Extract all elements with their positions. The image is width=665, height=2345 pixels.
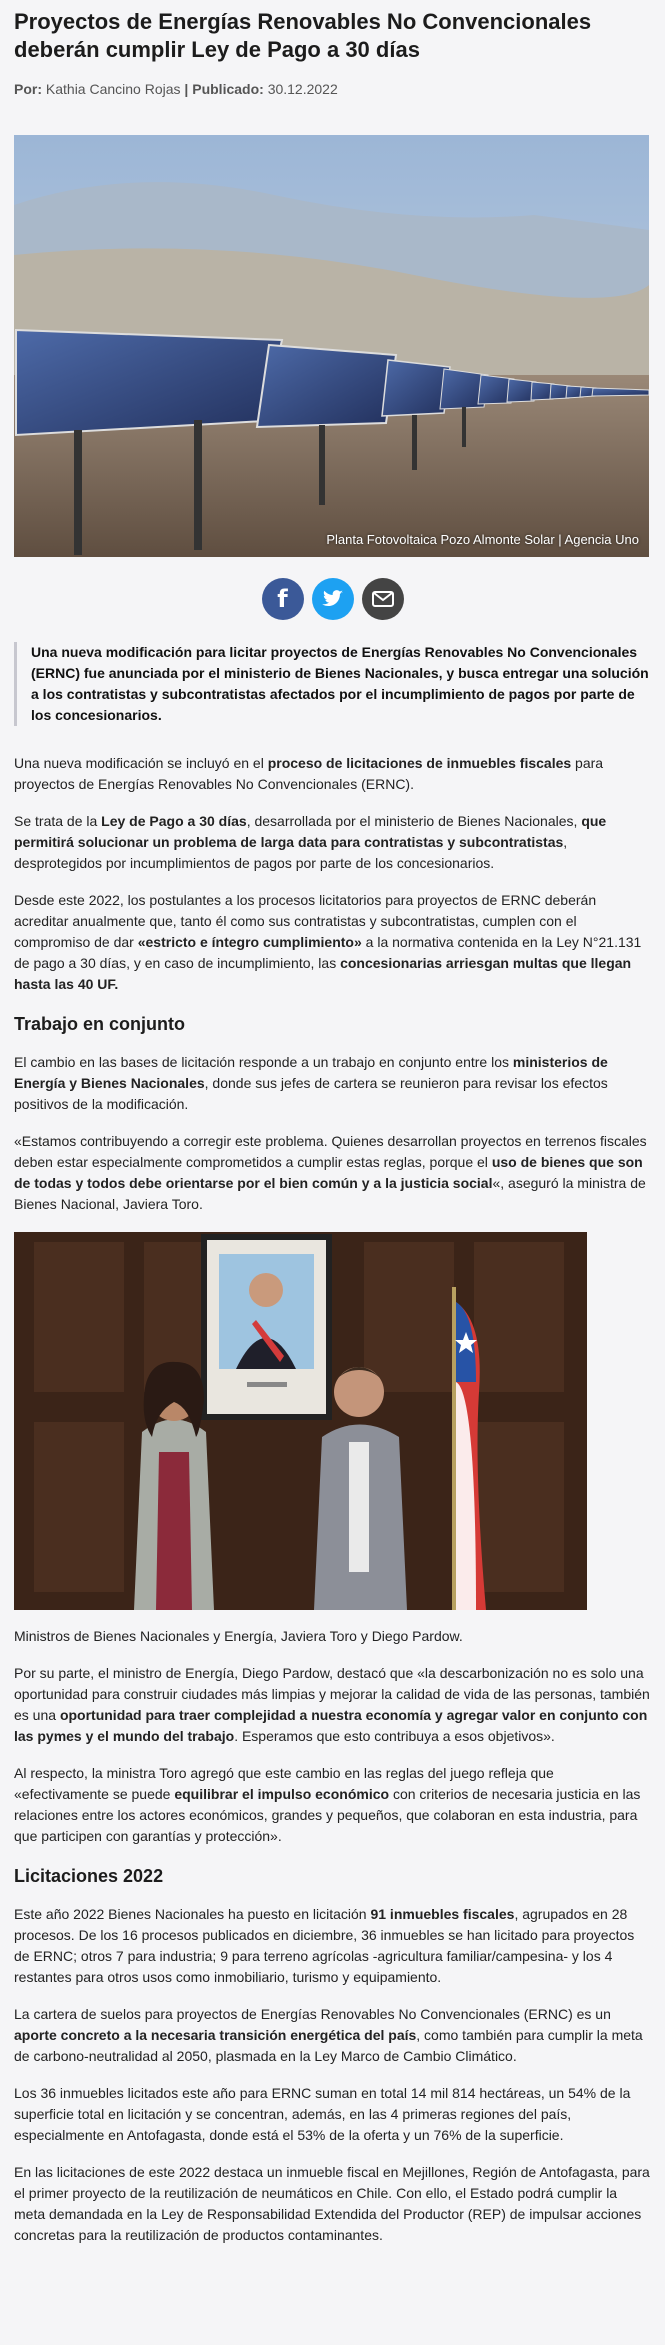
paragraph: Desde este 2022, los postulantes a los procesos licitatorios para proyectos de ERNC deberán acreditar anualmente que, tanto él como sus contratistas y subcontratistas, cumplen con el compromiso de dar «estricto e íntegro cumplimiento» a la normativa contenida en la Ley N°21.131 de pago a 30 días, y en caso de incumplimiento, las concesionarias arriesgan multas que llegan hasta las 40 UF. <box>14 892 642 992</box>
page-title: Proyectos de Energías Renovables No Convencionales deberán cumplir Ley de Pago a 30 días <box>14 9 592 62</box>
paragraph: Los 36 inmuebles licitados este año para ERNC suman en total 14 mil 814 hectáreas, un 54% de la superficie total en licitación y se concentran, además, en las 4 primeras regiones del país, especialmente en Antofagasta, donde está el 53% de la oferta y un 76% de la superficie. <box>14 2085 631 2143</box>
hero-image <box>14 135 649 557</box>
author[interactable]: Kathia Cancino Rojas <box>45 81 181 97</box>
paragraph: Al respecto, la ministra Toro agregó que este cambio en las reglas del juego refleja que «efectivamente se puede equilibrar el impulso económico con criterios de necesaria justicia en las relaciones entre los actores económicos, grandes y pequeños, que colaboran en esta industria, para que participen con garantías y protección». <box>14 1765 641 1844</box>
facebook-icon: f <box>277 585 288 613</box>
section-heading: Trabajo en conjunto <box>14 1014 186 1034</box>
twitter-share-button[interactable] <box>312 578 354 620</box>
paragraph: Por su parte, el ministro de Energía, Diego Pardow, destacó que «la descarbonización no es solo una oportunidad para construir ciudades más limpias y mejorar la calidad de vida de las personas, también es una oportunidad para traer complejidad a nuestra economía y agregar valor en conjunto con las pymes y el mundo del trabajo. Esperamos que esto contribuya a esos objetivos». <box>14 1665 650 1744</box>
facebook-share-button[interactable] <box>262 578 304 620</box>
by-label: Por: <box>14 81 42 97</box>
ministers-photo <box>14 1232 587 1610</box>
paragraph: Se trata de la Ley de Pago a 30 días, desarrollada por el ministerio de Bienes Nacionales, que permitirá solucionar un problema de larga data para contratistas y subcontratistas, desprotegidos por incumplimientos de pagos por parte de los concesionarios. <box>14 813 607 871</box>
email-icon <box>372 591 394 607</box>
byline-separator: | <box>184 81 189 97</box>
paragraph: El cambio en las bases de licitación responde a un trabajo en conjunto entre los ministerios de Energía y Bienes Nacionales, donde sus jefes de cartera se reunieron para revisar los efectos positivos de la modificación. <box>14 1054 608 1112</box>
article-lead: Una nueva modificación para licitar proyectos de Energías Renovables No Convencionales (ERNC) fue anunciada por el ministerio de Bienes Nacionales, y busca entregar una solución a los contratistas y subcontratistas afectados por el incumplimiento de pagos por parte de los concesionarios. <box>14 642 651 726</box>
solar-farm-illustration <box>14 135 649 557</box>
published-date: 30.12.2022 <box>267 81 338 97</box>
paragraph: La cartera de suelos para proyectos de Energías Renovables No Convencionales (ERNC) es un aporte concreto a la necesaria transición energética del país, como también para cumplir la meta de carbono-neutralidad al 2050, plasmada en la Ley Marco de Cambio Climático. <box>14 2006 643 2064</box>
paragraph: «Estamos contribuyendo a corregir este problema. Quienes desarrollan proyectos en terrenos fiscales deben estar especialmente comprometidos a cumplir estas reglas, porque el uso de bienes que son de todas y todos debe orientarse por el bien común y a la justicia social«, aseguró la ministra de Bienes Nacional, Javiera Toro. <box>14 1133 647 1212</box>
paragraph: Este año 2022 Bienes Nacionales ha puesto en licitación 91 inmuebles fiscales, agrupados en 28 procesos. De los 16 procesos publicados en diciembre, 36 inmuebles se han licitado para proyectos de ERNC; otros 7 para industria; 9 para terreno agrícolas -agricultura familiar/campesina- y los 4 restantes para otros usos como inmobiliario, turismo y equipamiento. <box>14 1906 635 1985</box>
section-heading: Licitaciones 2022 <box>14 1866 164 1886</box>
email-share-button[interactable] <box>362 578 404 620</box>
paragraph: En las licitaciones de este 2022 destaca un inmueble fiscal en Mejillones, Región de Antofagasta, para el primer proyecto de la reutilización de neumáticos en Chile. Con ello, el Estado podrá cumplir la meta demandada en la Ley de Responsabilidad Extendida del Productor (REP) de impulsar acciones concretas para la reutilización de productos contaminantes. <box>14 2164 650 2243</box>
byline <box>14 81 651 97</box>
paragraph: Una nueva modificación se incluyó en el proceso de licitaciones de inmuebles fiscales para proyectos de Energías Renovables No Convencionales (ERNC). <box>14 755 604 792</box>
ministers-illustration <box>14 1232 587 1610</box>
published-label: Publicado: <box>192 81 264 97</box>
share-bar <box>14 578 651 620</box>
photo-caption: Ministros de Bienes Nacionales y Energía, Javiera Toro y Diego Pardow. <box>14 1628 463 1644</box>
hero-caption: Planta Fotovoltaica Pozo Almonte Solar | Agencia Uno <box>326 532 639 547</box>
twitter-icon <box>322 590 344 608</box>
